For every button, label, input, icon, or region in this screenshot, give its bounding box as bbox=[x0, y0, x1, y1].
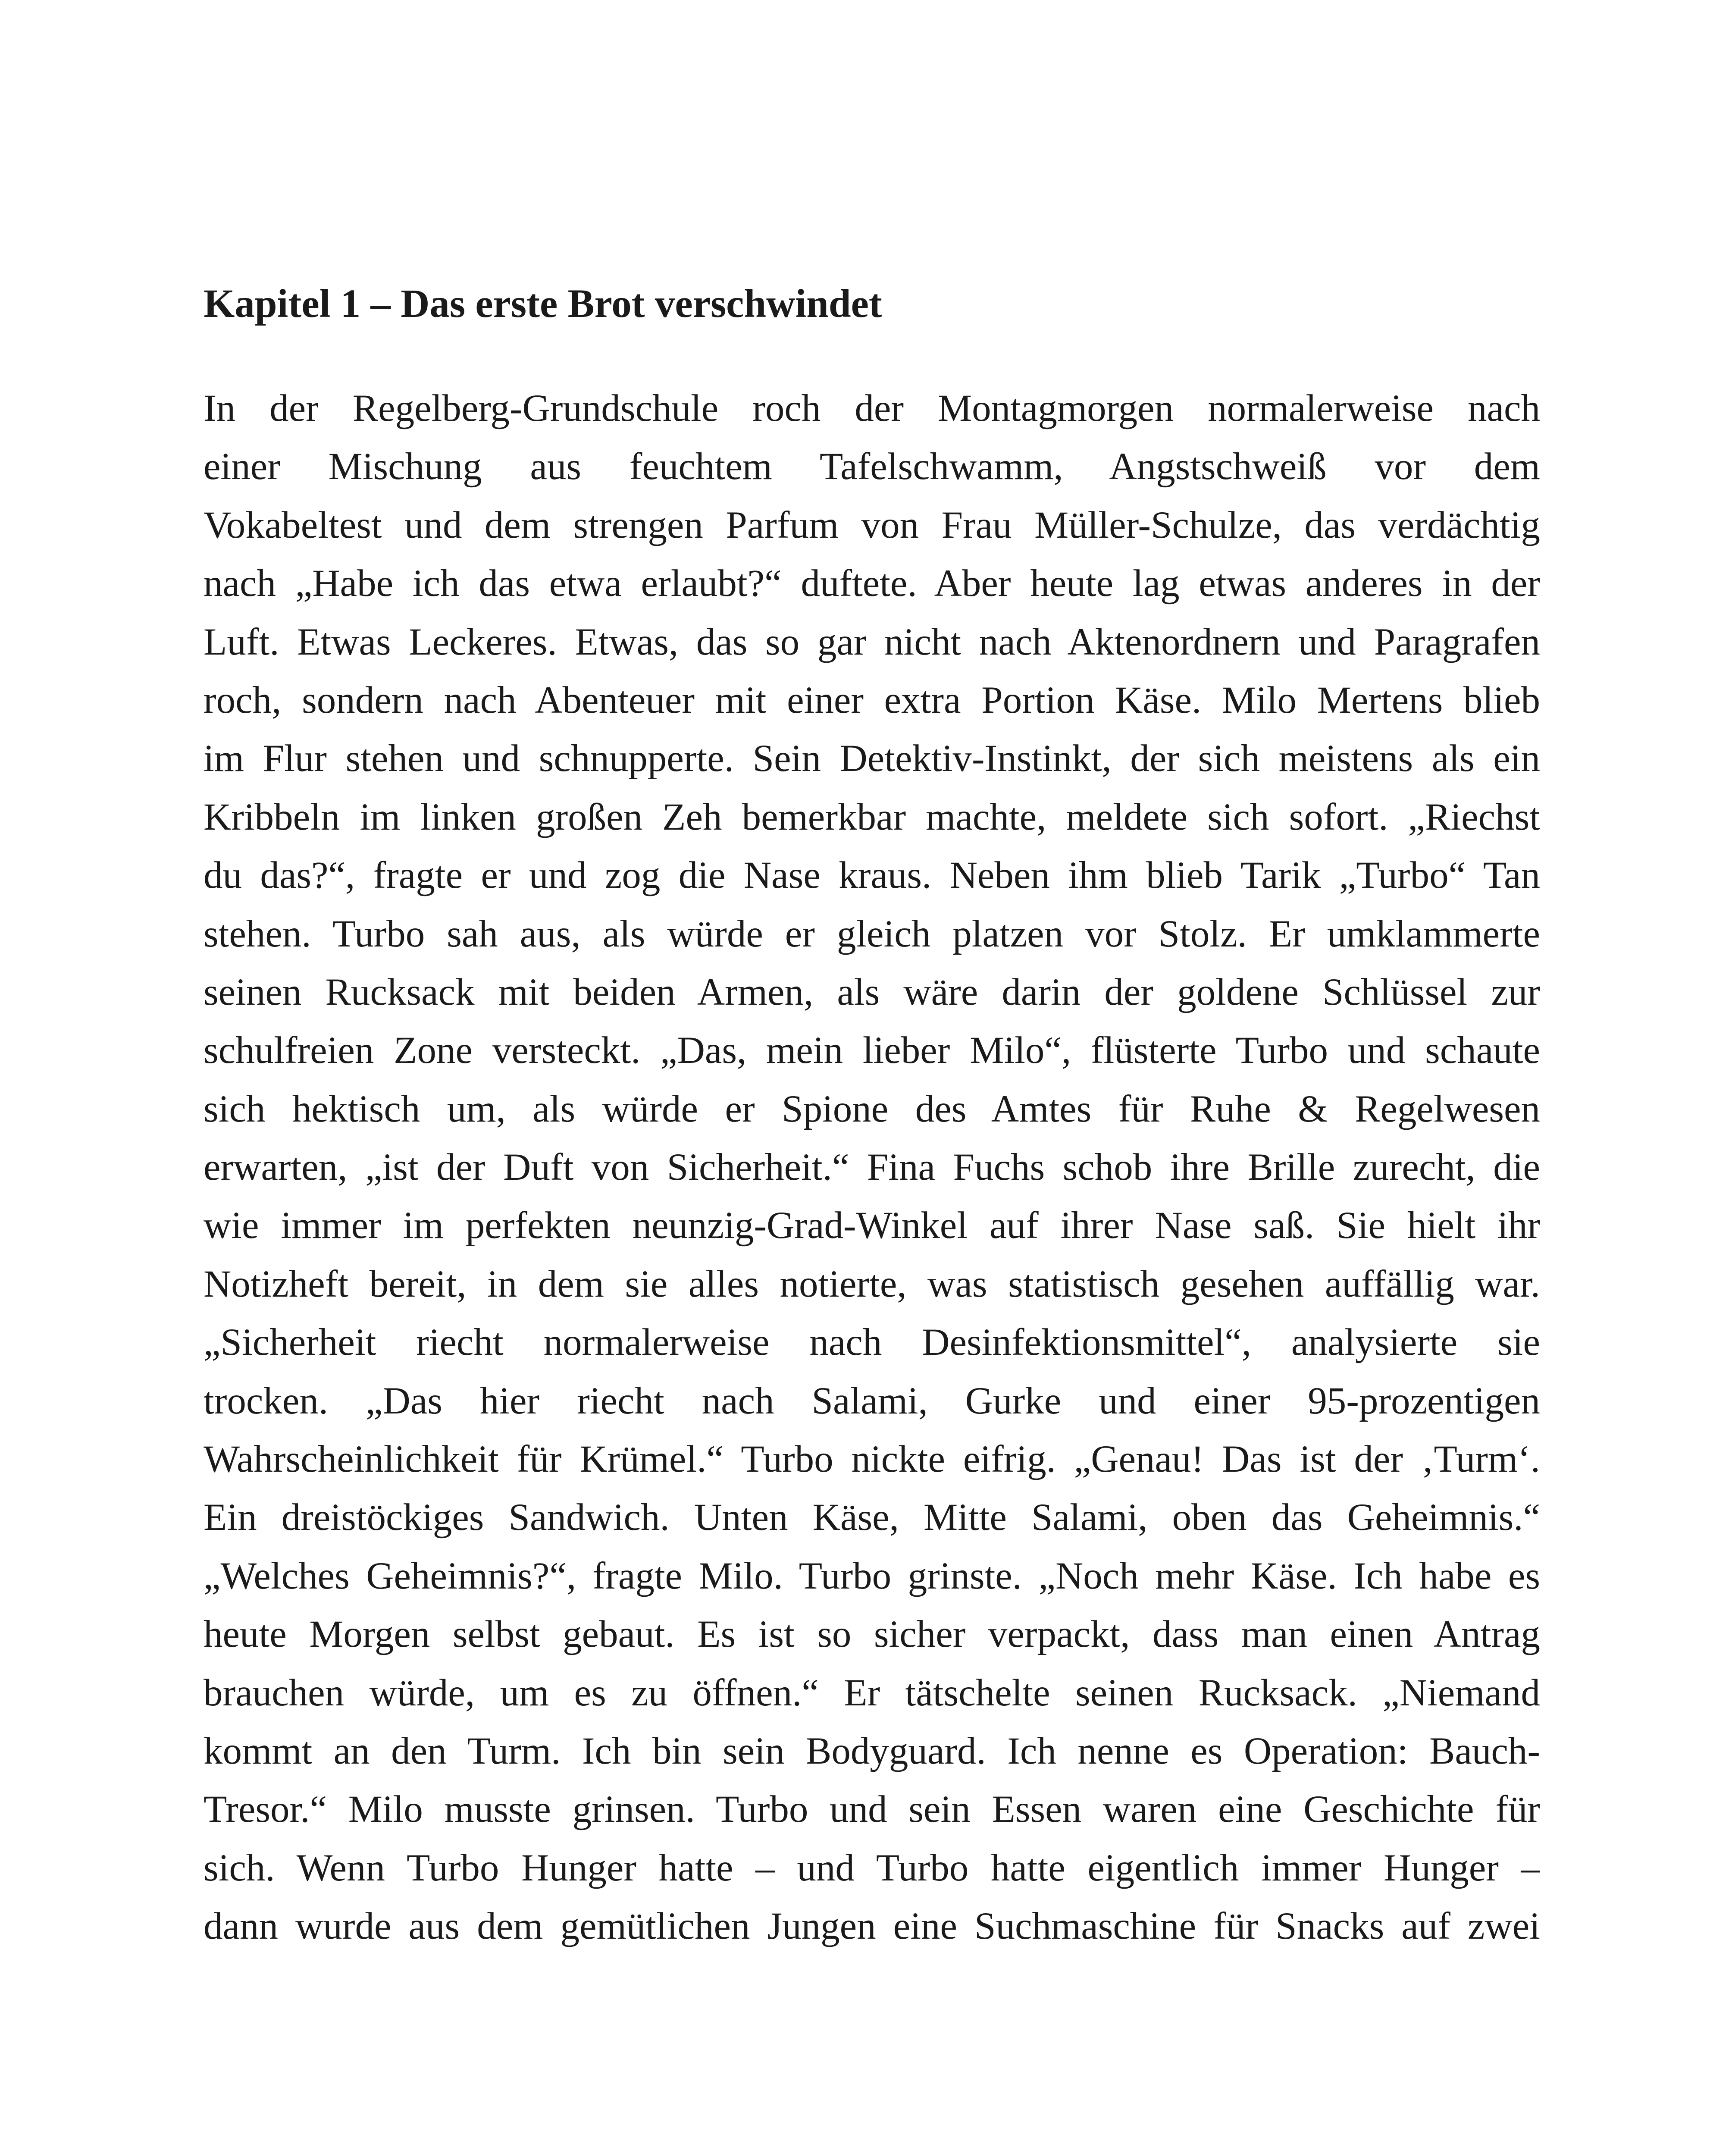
text-line: sich hektisch um, als würde er Spione des Amtes für Ruhe & Regelwesen bbox=[204, 1087, 1540, 1130]
text-line: In der Regelberg-Grundschule roch der Montagmorgen normalerweise nach bbox=[204, 387, 1540, 429]
text-line: im Flur stehen und schnupperte. Sein Detektiv-Instinkt, der sich meistens als ein bbox=[204, 737, 1540, 780]
text-line: „Sicherheit riecht normalerweise nach Desinfektionsmittel“, analysierte sie bbox=[204, 1321, 1540, 1364]
text-line: Vokabeltest und dem strengen Parfum von Frau Müller-Schulze, das verdächtig bbox=[204, 504, 1540, 546]
text-line: nach „Habe ich das etwa erlaubt?“ duftete. Aber heute lag etwas anderes in der bbox=[204, 562, 1540, 605]
text-line: Kribbeln im linken großen Zeh bemerkbar machte, meldete sich sofort. „Riechst bbox=[204, 796, 1540, 838]
text-line: stehen. Turbo sah aus, als würde er gleich platzen vor Stolz. Er umklammerte bbox=[204, 912, 1540, 955]
body-paragraph bbox=[204, 379, 1540, 1956]
text-line: roch, sondern nach Abenteuer mit einer extra Portion Käse. Milo Mertens blieb bbox=[204, 679, 1540, 721]
text-line: „Welches Geheimnis?“, fragte Milo. Turbo grinste. „Noch mehr Käse. Ich habe es bbox=[204, 1554, 1540, 1597]
text-line: Tresor.“ Milo musste grinsen. Turbo und sein Essen waren eine Geschichte für bbox=[204, 1788, 1540, 1831]
text-line: du das?“, fragte er und zog die Nase kraus. Neben ihm blieb Tarik „Turbo“ Tan bbox=[204, 854, 1540, 897]
text-line: Wahrscheinlichkeit für Krümel.“ Turbo nickte eifrig. „Genau! Das ist der ‚Turm‘. bbox=[204, 1438, 1540, 1481]
text-line: seinen Rucksack mit beiden Armen, als wäre darin der goldene Schlüssel zur bbox=[204, 971, 1540, 1013]
text-line: Luft. Etwas Leckeres. Etwas, das so gar nicht nach Aktenordnern und Paragrafen bbox=[204, 620, 1540, 663]
text-line: kommt an den Turm. Ich bin sein Bodyguard. Ich nenne es Operation: Bauch- bbox=[204, 1730, 1540, 1772]
text-line: erwarten, „ist der Duft von Sicherheit.“ Fina Fuchs schob ihre Brille zurecht, die bbox=[204, 1146, 1540, 1189]
text-line: Ein dreistöckiges Sandwich. Unten Käse, Mitte Salami, oben das Geheimnis.“ bbox=[204, 1496, 1540, 1539]
text-line: sich. Wenn Turbo Hunger hatte – und Turbo hatte eigentlich immer Hunger – bbox=[204, 1846, 1540, 1889]
text-line: dann wurde aus dem gemütlichen Jungen eine Suchmaschine für Snacks auf zwei bbox=[204, 1905, 1540, 1948]
text-line: brauchen würde, um es zu öffnen.“ Er tätschelte seinen Rucksack. „Niemand bbox=[204, 1671, 1540, 1714]
text-line: heute Morgen selbst gebaut. Es ist so sicher verpackt, dass man einen Antrag bbox=[204, 1613, 1540, 1656]
text-line: Notizheft bereit, in dem sie alles notierte, was statistisch gesehen auffällig war. bbox=[204, 1263, 1540, 1305]
text-line: schulfreien Zone versteckt. „Das, mein lieber Milo“, flüsterte Turbo und schaute bbox=[204, 1029, 1540, 1072]
chapter-title: Kapitel 1 – Das erste Brot verschwindet bbox=[204, 282, 882, 326]
text-line: einer Mischung aus feuchtem Tafelschwamm, Angstschweiß vor dem bbox=[204, 445, 1540, 488]
text-line: wie immer im perfekten neunzig-Grad-Winkel auf ihrer Nase saß. Sie hielt ihr bbox=[204, 1204, 1540, 1247]
text-line: trocken. „Das hier riecht nach Salami, Gurke und einer 95-prozentigen bbox=[204, 1379, 1540, 1422]
